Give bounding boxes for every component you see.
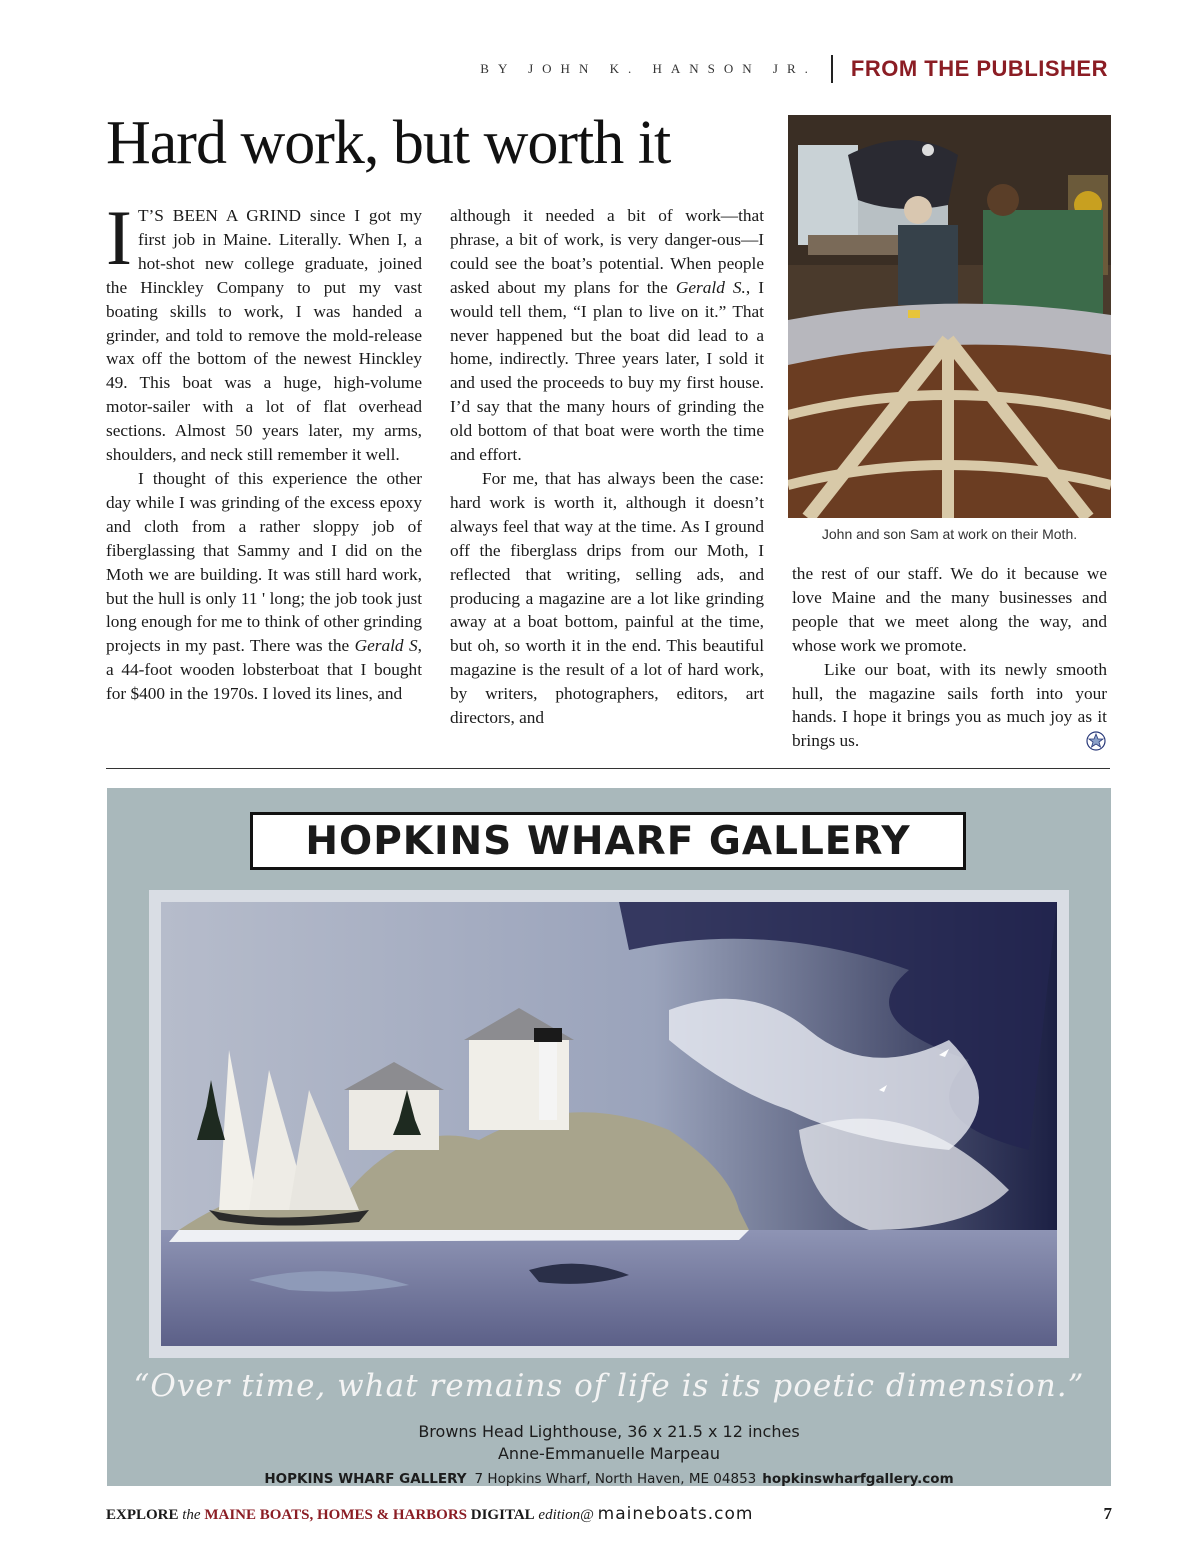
article-column-2	[450, 204, 764, 730]
drop-cap: I	[106, 194, 132, 281]
ad-quote: “Over time, what remains of life is its poetic dimension.”	[133, 1368, 1085, 1404]
section-divider	[106, 768, 1110, 769]
section-label: FROM THE PUBLISHER	[850, 56, 1108, 81]
paragraph: I thought of this experience the other day while I was grinding of the excess epoxy and cloth from a rather sloppy job of fiberglassing that Sammy and I did on the Moth we are building. It was still hard work, but the hull is only 11 ' long; the job took just long enough for me to think of other grinding projects in my past. There was the Gerald S, a 44-foot wooden lobsterboat that I bought for $400 in the 1970s. I loved its lines, and	[106, 468, 422, 704]
photo-caption: John and son Sam at work on their Moth.	[821, 526, 1078, 542]
paragraph: Like our boat, with its newly smooth hull, the magazine sails forth into your hands. I hope it brings you as much joy as it brings us.	[792, 659, 1107, 751]
header-divider	[831, 55, 833, 83]
paragraph: I T’S BEEN A GRIND since I got my first job in Maine. Literally. When I, a hot-shot new college graduate, joined the Hinckley Company to put my vast boating skills to work, I was handed a grinder, and told to remove the mold-release wax off the bottom of the newest Hinckley 49. This boat was a huge, high-volume motor-sailer with a lot of flat overhead sections. Almost 50 years later, my arms, shoulders, and neck still remember it well.	[106, 194, 422, 465]
gallery-address: 7 Hopkins Wharf, North Haven, ME 04853	[474, 1471, 757, 1487]
artwork-image	[149, 890, 1069, 1358]
article-column-1	[106, 194, 422, 706]
publication-name: MAINE BOATS, HOMES & HARBORS	[204, 1507, 468, 1523]
website-link[interactable]: maineboats.com	[597, 1504, 754, 1524]
gallery-contact	[107, 1471, 1111, 1487]
page-footer: EXPLORE the MAINE BOATS, HOMES & HARBORS DIGITAL edition@ maineboats.com 7	[106, 1504, 1112, 1524]
paragraph: For me, that has always been the case: hard work is worth it, although it doesn’t always feel that way at the time. As I ground off the fiberglass drips from our Moth, I reflected that writing, selling ads, and producing a magazine are a lot like grinding away at a boat bottom, painful at the time, but oh, so worth it in the end. This beautiful magazine is the result of a lot of hard work, by writers, photographers, editors, art directors, and	[450, 468, 764, 728]
paragraph: although it needed a bit of work—that phrase, a bit of work, is very danger-ous—I could see the boat’s potential. When people asked about my plans for the Gerald S., I would tell them, “I plan to live on it.” That never happened but the boat did lead to a home, indirectly. Three years later, I sold it and used the proceeds to buy my first house. I’d say that the many hours of grinding the old bottom of that boat were worth the time and effort.	[450, 206, 764, 465]
artwork-title: Browns Head Lighthouse, 36 x 21.5 x 12 inches	[418, 1422, 800, 1441]
page-header	[480, 55, 1108, 83]
byline: BY JOHN K. HANSON JR.	[480, 61, 817, 76]
ad-title: HOPKINS WHARF GALLERY	[250, 812, 966, 870]
gallery-advertisement	[107, 788, 1111, 1486]
gallery-url[interactable]: hopkinswharfgallery.com	[762, 1471, 954, 1487]
paragraph: the rest of our staff. We do it because we love Maine and the many businesses and people that we meet along the way, and whose work we promote.	[792, 564, 1107, 655]
article-title: Hard work, but worth it	[106, 109, 671, 177]
workshop-photo	[788, 115, 1111, 518]
star-icon	[1086, 731, 1106, 756]
gallery-name: HOPKINS WHARF GALLERY	[264, 1471, 467, 1487]
artist-name: Anne-Emmanuelle Marpeau	[497, 1444, 720, 1463]
page-number: 7	[1103, 1504, 1112, 1523]
article-column-3	[792, 562, 1107, 753]
